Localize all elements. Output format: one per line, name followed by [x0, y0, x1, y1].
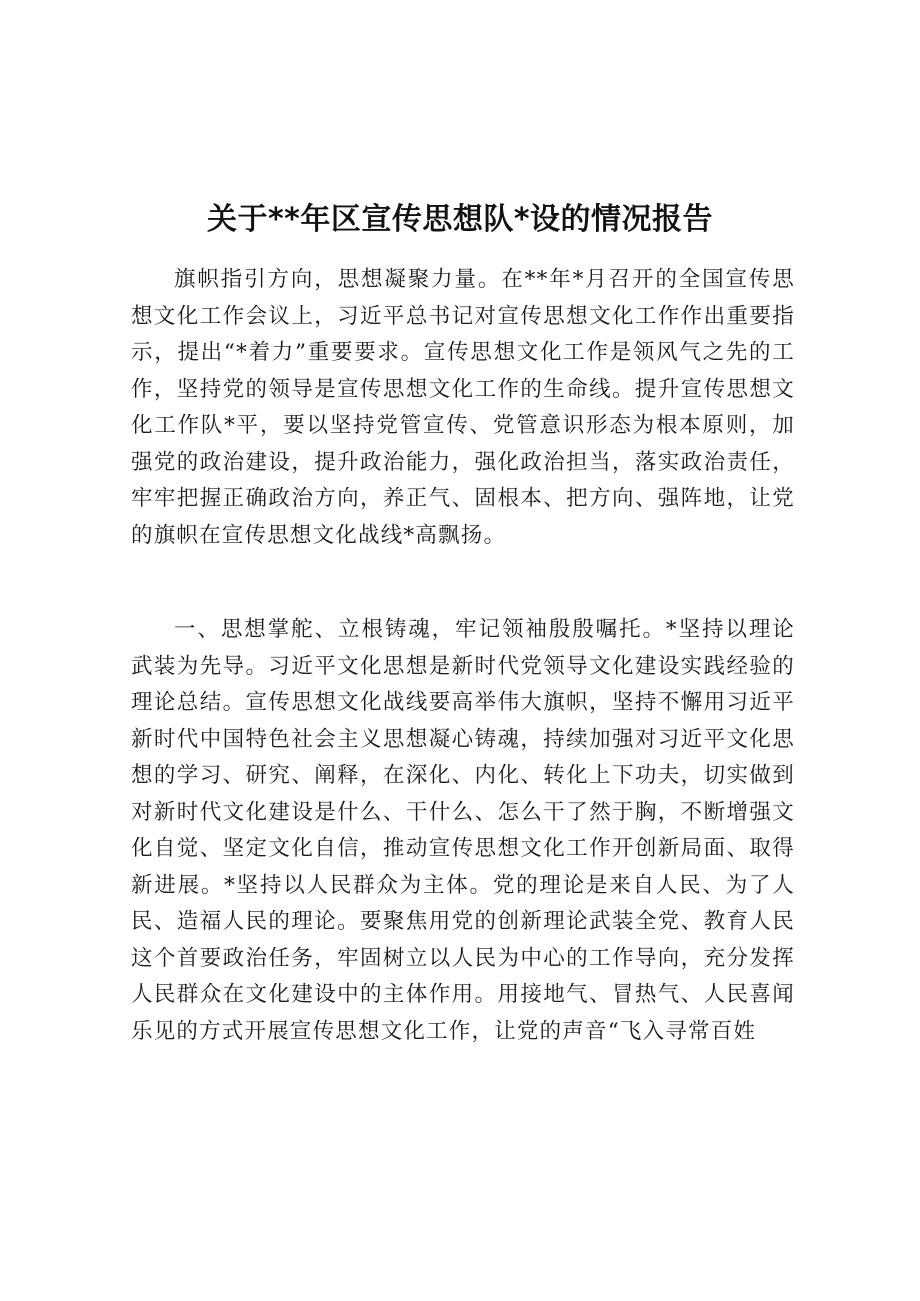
document-title: 关于**年区宣传思想队*设的情况报告 — [206, 202, 714, 237]
paragraph-intro: 旗帜指引方向，思想凝聚力量。在**年*月召开的全国宣传思想文化工作会议上，习近平总书记对宣传思想文化工作作出重要指示，提出“*着力”重要要求。宣传思想文化工作是领风气之先的工作，坚持党的领导是宣传思想文化工作的生命线。提升宣传思想文化工作队*平，要以坚持党管宣传、党管意识形态为根本原则，加强党的政治建设，提升政治能力，强化政治担当，落实政治责任，牢牢把握正确政治方向，养正气、固根本、把方向、强阵地，让党的旗帜在宣传思想文化战线*高飘扬。 — [131, 267, 795, 548]
paragraph-section-one: 一、思想掌舵、立根铸魂，牢记领袖殷殷嘱托。*坚持以理论武装为先导。习近平文化思想是新时代党领导文化建设实践经验的理论总结。宣传思想文化战线要高举伟大旗帜，坚持不懈用习近平新时代中国特色社会主义思想凝心铸魂，持续加强对习近平文化思想的学习、研究、阐释，在深化、内化、转化上下功夫，切实做到对新时代文化建设是什么、干什么、怎么干了然于胸，不断增强文化自觉、坚定文化自信，推动宣传思想文化工作开创新局面、取得新进展。*坚持以人民群众为主体。党的理论是来自人民、为了人民、造福人民的理论。要聚焦用党的创新理论武装全党、教育人民这个首要政治任务，牢固树立以人民为中心的工作导向，充分发挥人民群众在文化建设中的主体作用。用接地气、冒热气、人民喜闻乐见的方式开展宣传思想文化工作，让党的声音“飞入寻常百姓 — [131, 617, 795, 1044]
